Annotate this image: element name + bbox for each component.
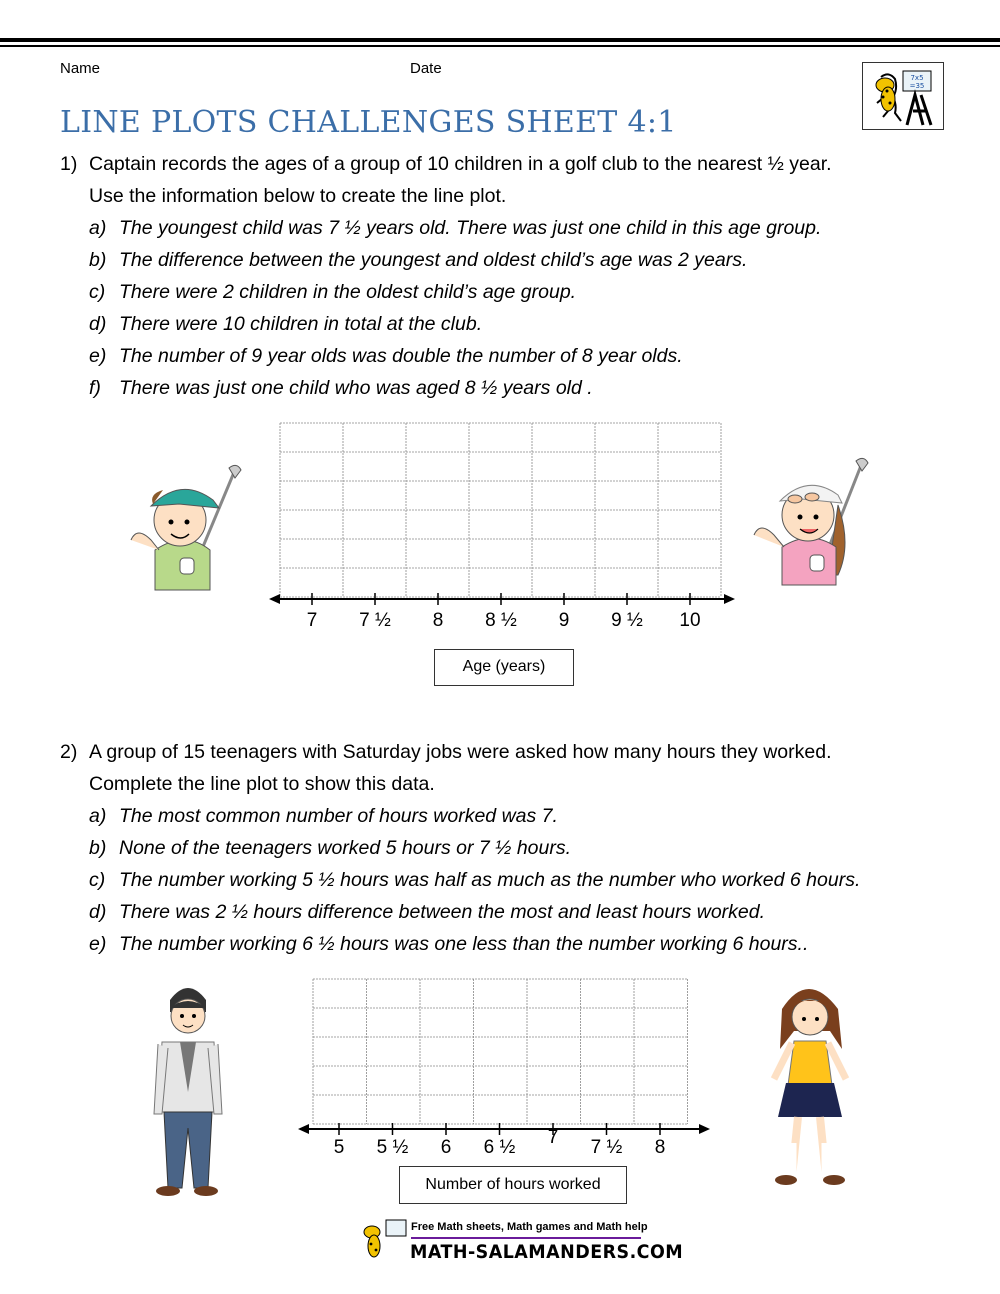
q1-line1: Captain records the ages of a group of 10 children in a golf club to the nearest ½ year. (89, 153, 832, 175)
salamander-icon (354, 1214, 414, 1264)
name-label: Name (60, 60, 101, 77)
salamander-icon (863, 63, 945, 131)
golfer-girl-illustration (750, 455, 870, 585)
clue-letter: b) (89, 249, 107, 271)
footer-tagline: Free Math sheets, Math games and Math help (411, 1221, 648, 1233)
svg-text:=35: =35 (909, 82, 925, 90)
clue-text: There were 10 children in total at the club. (119, 313, 483, 335)
arrow-left-icon (298, 1124, 309, 1134)
tick-label: 8 (654, 1137, 666, 1158)
clue-letter: b) (89, 837, 107, 859)
tick-label: 8 ½ (485, 610, 517, 631)
clue-letter: a) (89, 217, 107, 239)
clue-text: There was just one child who was aged 8 ½ years old . (119, 377, 593, 399)
teen-boy-illustration (148, 980, 228, 1200)
tick-label: 9 ½ (611, 610, 643, 631)
footer-logo (354, 1214, 684, 1264)
clue-letter: f) (89, 377, 101, 399)
clue-text: The difference between the youngest and oldest child’s age was 2 years. (119, 249, 748, 271)
q2-axis-label: Number of hours worked (399, 1166, 627, 1204)
q1-axis-label: Age (years) (434, 649, 574, 686)
q2-clue (89, 805, 558, 828)
q1-clue (89, 377, 593, 400)
page-title: LINE PLOTS CHALLENGES SHEET 4:1 (60, 105, 677, 140)
clue-text: The number working 6 ½ hours was one less than the number working 6 hours.. (119, 933, 809, 955)
q1-clue (89, 249, 747, 272)
q1-clue (89, 281, 576, 304)
q1-line2: Use the information below to create the line plot. (89, 185, 507, 207)
q2-clue (89, 869, 860, 892)
clue-letter: e) (89, 933, 107, 955)
arrow-right-icon (724, 594, 735, 604)
q1-number: 1) (60, 153, 78, 175)
golfer-boy-illustration (125, 460, 245, 590)
footer-site[interactable]: MATH-SALAMANDERS.COM (410, 1241, 684, 1263)
q2-number-line (298, 1123, 710, 1135)
tick-label: 7 ½ (590, 1137, 623, 1158)
q2-line-plot (296, 970, 716, 1150)
svg-text:7x5: 7x5 (910, 74, 924, 82)
teen-girl-illustration (760, 975, 860, 1195)
tick-label: 8 (432, 610, 444, 631)
tick-label: 10 (679, 610, 701, 631)
tick-label: 6 (440, 1137, 452, 1158)
clue-text: The youngest child was 7 ½ years old. There was just one child in this age group. (119, 217, 822, 239)
clue-text: The number working 5 ½ hours was half as much as the number who worked 6 hours. (119, 869, 861, 891)
tick-label: 6 ½ (483, 1137, 516, 1158)
arrow-right-icon (699, 1124, 710, 1134)
q1-plot-grid[interactable] (280, 423, 721, 597)
q1-clue (89, 313, 482, 336)
top-rule-thick (0, 38, 1000, 42)
q2-clue (89, 933, 808, 956)
clue-letter: d) (89, 901, 107, 923)
q2-line1: A group of 15 teenagers with Saturday jobs were asked how many hours they worked. (89, 741, 832, 763)
tick-label: 5 (333, 1137, 345, 1158)
clue-letter: c) (89, 869, 106, 891)
tick-label: 5 ½ (376, 1137, 409, 1158)
tick-label: 7 ½ (359, 610, 391, 631)
q2-number: 2) (60, 741, 78, 763)
q2-line2: Complete the line plot to show this data. (89, 773, 435, 795)
q2-plot-grid[interactable] (313, 979, 688, 1124)
arrow-left-icon (269, 594, 280, 604)
tick-label: 7 (306, 610, 318, 631)
clue-letter: e) (89, 345, 107, 367)
q1-number-line (269, 593, 735, 605)
clue-text: The number of 9 year olds was double the number of 8 year olds. (119, 345, 683, 367)
q1-clue (89, 217, 821, 240)
clue-letter: c) (89, 281, 106, 303)
clue-letter: a) (89, 805, 107, 827)
footer-divider (411, 1237, 641, 1239)
q1-line-plot (265, 415, 745, 615)
tick-label: 7 (547, 1127, 559, 1148)
q2-clue (89, 901, 765, 924)
logo (862, 62, 944, 130)
clue-text: There were 2 children in the oldest child’s age group. (119, 281, 577, 303)
top-rule-thin (0, 45, 1000, 47)
q1-clue (89, 345, 683, 368)
q2-clue (89, 837, 571, 860)
clue-letter: d) (89, 313, 107, 335)
clue-text: There was 2 ½ hours difference between the most and least hours worked. (119, 901, 766, 923)
tick-label: 9 (558, 610, 570, 631)
clue-text: The most common number of hours worked was 7. (119, 805, 558, 827)
clue-text: None of the teenagers worked 5 hours or 7 ½ hours. (119, 837, 572, 859)
date-label: Date (410, 60, 442, 77)
